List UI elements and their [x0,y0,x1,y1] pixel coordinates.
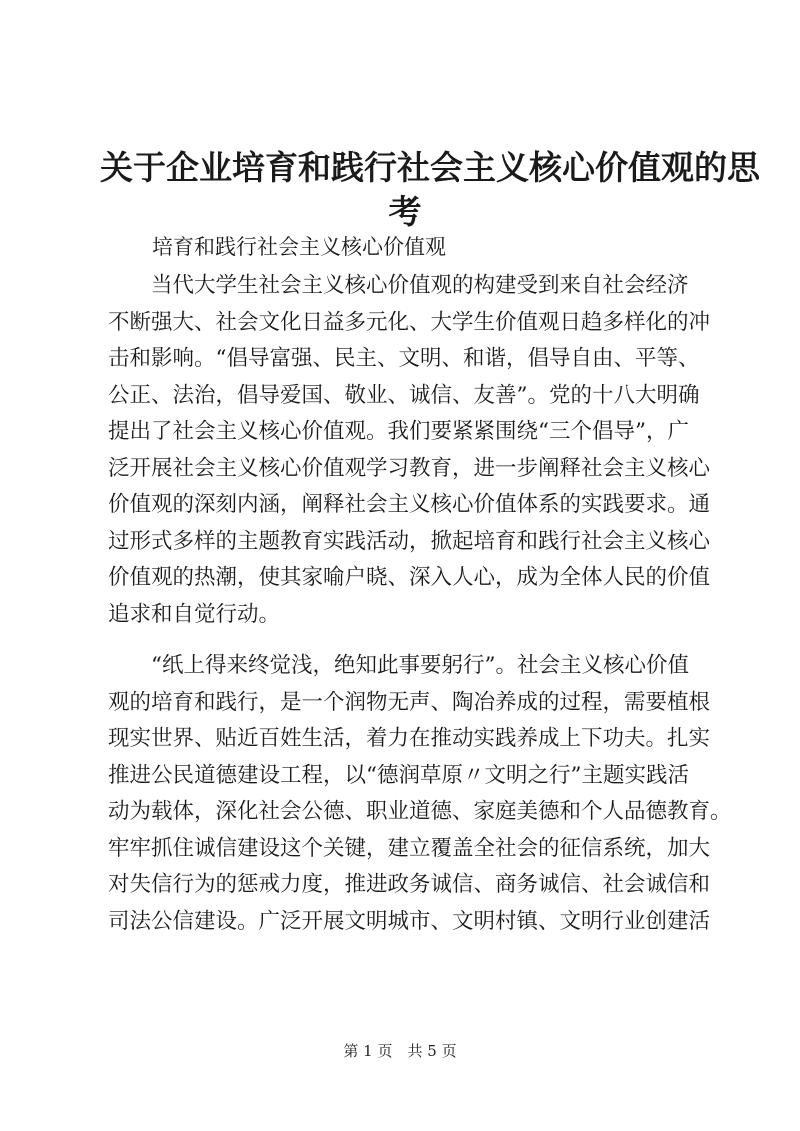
text-line: 动为载体，深化社会公德、职业道德、家庭美德和个人品德教育。 [108,799,732,824]
paragraph-2 [108,648,732,940]
text-line: 过形式多样的主题教育实践活动，掀起培育和践行社会主义核心 [108,528,711,554]
text-line: 司法公信建设。广泛开展文明城市、文明村镇、文明行业创建活 [108,908,711,934]
section-subtitle: 培育和践行社会主义核心价值观 [152,235,446,259]
text-line: 现实世界、贴近百姓生活，着力在推动实践养成上下功夫。扎实 [108,726,711,751]
text-line: 追求和自觉行动。 [108,601,281,627]
text-line: 观的培育和践行，是一个润物无声、陶冶养成的过程，需要植根 [108,689,711,715]
paragraph-1 [108,268,711,633]
text-line: 当代大学生社会主义核心价值观的构建受到来自社会经济 [108,273,689,298]
text-line: 提出了社会主义核心价值观。我们要紧紧围绕“三个倡导”，广 [108,419,689,444]
text-line: 价值观的深刻内涵，阐释社会主义核心价值体系的实践要求。通 [108,492,711,517]
text-line: 击和影响。“倡导富强、民主、文明、和谐，倡导自由、平等、 [108,346,700,371]
text-line: 泛开展社会主义核心价值观学习教育，进一步阐释社会主义核心 [108,455,711,481]
text-line: 对失信行为的惩戒力度，推进政务诚信、商务诚信、社会诚信和 [108,872,711,897]
text-line: 推进公民道德建设工程，以“德润草原〃文明之行”主题实践活 [108,762,689,788]
text-line: “纸上得来终觉浅，绝知此事要躬行”。社会主义核心价值 [108,653,689,678]
document-title [100,146,760,234]
title-line: 考 [388,192,422,231]
page-footer: 第 1 页 共 5 页 [343,1042,457,1060]
text-line: 价值观的热潮，使其家喻户晓、深入人心，成为全体人民的价值 [108,565,711,590]
text-line: 牢牢抓住诚信建设这个关键，建立覆盖全社会的征信系统，加大 [108,835,711,861]
title-line: 关于企业培育和践行社会主义核心价值观的思 [100,148,760,187]
text-line: 公正、法治，倡导爱国、敬业、诚信、友善”。党的十八大明确 [108,382,700,408]
text-line: 不断强大、社会文化日益多元化、大学生价值观日趋多样化的冲 [108,309,711,335]
